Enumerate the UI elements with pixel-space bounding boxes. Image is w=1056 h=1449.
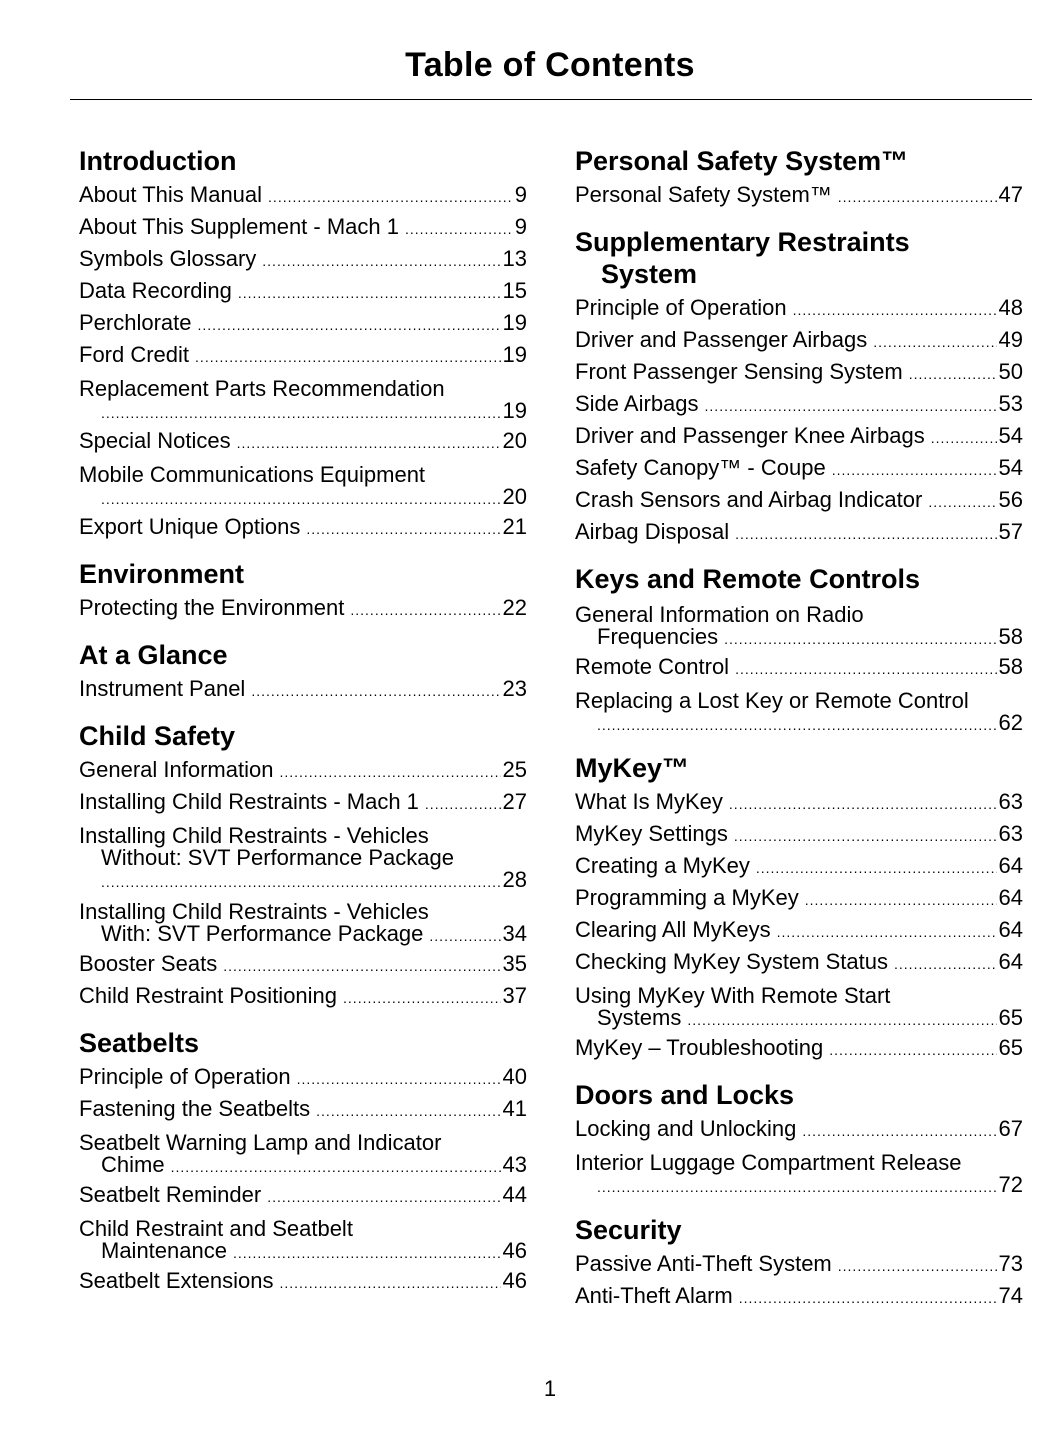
toc-entry-link[interactable] bbox=[575, 1114, 1023, 1146]
toc-entry-link[interactable] bbox=[79, 458, 527, 512]
toc-entry-page: 15 bbox=[502, 278, 527, 303]
toc-entry-leader-row bbox=[575, 626, 1023, 650]
toc-entry-leader-row bbox=[79, 1154, 527, 1178]
toc-entry-page: 64 bbox=[998, 853, 1023, 878]
toc-entry-link[interactable] bbox=[575, 293, 1023, 325]
section-heading bbox=[575, 752, 1023, 784]
toc-entry-page: 49 bbox=[998, 327, 1023, 352]
section-heading-text: At a Glance bbox=[79, 640, 228, 670]
toc-entry-page: 43 bbox=[502, 1152, 527, 1177]
dot-leader bbox=[195, 342, 500, 372]
toc-entry-page: 57 bbox=[998, 519, 1023, 544]
toc-entry-link[interactable] bbox=[79, 244, 527, 276]
toc-entry-page: 46 bbox=[502, 1238, 527, 1263]
section-heading-text: Doors and Locks bbox=[575, 1080, 795, 1110]
toc-entry-link[interactable] bbox=[575, 883, 1023, 915]
section-heading bbox=[79, 639, 527, 671]
toc-entry-label: Personal Safety System™ bbox=[575, 182, 832, 207]
section-heading bbox=[575, 226, 1023, 290]
toc-section bbox=[79, 1027, 527, 1298]
toc-entry-page: 40 bbox=[502, 1064, 527, 1089]
toc-entry-label: Special Notices bbox=[79, 428, 231, 453]
toc-entry-link[interactable] bbox=[575, 819, 1023, 851]
dot-leader bbox=[223, 951, 500, 981]
toc-entry-leader-row bbox=[79, 869, 527, 893]
toc-entry-link[interactable] bbox=[575, 1033, 1023, 1065]
toc-entry-page: 35 bbox=[502, 951, 527, 976]
toc-entry-label: Protecting the Environment bbox=[79, 595, 345, 620]
toc-entry-link[interactable] bbox=[79, 276, 527, 308]
toc-entry-label: Replacing a Lost Key or Remote Control bbox=[575, 688, 969, 713]
dot-leader bbox=[316, 1096, 500, 1126]
section-heading-text: Seatbelts bbox=[79, 1028, 200, 1058]
toc-entry-label: Creating a MyKey bbox=[575, 853, 750, 878]
toc-entry-page: 58 bbox=[998, 624, 1023, 649]
toc-entry-link[interactable] bbox=[575, 1281, 1023, 1313]
toc-entry-link[interactable] bbox=[575, 389, 1023, 421]
toc-entry-label: Installing Child Restraints - Vehicles bbox=[79, 823, 429, 848]
dot-leader bbox=[171, 1156, 501, 1178]
dot-leader bbox=[873, 327, 996, 357]
toc-entry-label: Booster Seats bbox=[79, 951, 218, 976]
toc-entry-link[interactable] bbox=[575, 598, 1023, 652]
toc-entry-page: 22 bbox=[502, 595, 527, 620]
toc-entry-page: 19 bbox=[502, 342, 527, 367]
toc-entry-label: Seatbelt Warning Lamp and Indicator bbox=[79, 1130, 442, 1155]
toc-entry-page: 28 bbox=[502, 867, 527, 892]
toc-entry-page: 64 bbox=[998, 949, 1023, 974]
dot-leader bbox=[101, 871, 501, 893]
toc-section bbox=[79, 145, 527, 544]
toc-entry-label: Child Restraint Positioning bbox=[79, 983, 338, 1008]
dot-leader bbox=[928, 487, 996, 517]
toc-entry-link[interactable] bbox=[575, 787, 1023, 819]
toc-entry-label: Principle of Operation bbox=[79, 1064, 291, 1089]
toc-entry-link[interactable] bbox=[79, 819, 527, 895]
dot-leader bbox=[237, 428, 501, 458]
section-heading-text: Personal Safety System™ bbox=[575, 146, 909, 176]
dot-leader bbox=[101, 488, 501, 510]
toc-entry-link[interactable] bbox=[79, 949, 527, 981]
toc-entry-link[interactable] bbox=[575, 180, 1023, 212]
toc-section bbox=[575, 1079, 1023, 1200]
toc-entry-page: 67 bbox=[998, 1116, 1023, 1141]
toc-entry-page: 19 bbox=[502, 310, 527, 335]
dot-leader bbox=[724, 628, 996, 650]
toc-entry-label: Programming a MyKey bbox=[575, 885, 799, 910]
toc-entry-label: MyKey – Troubleshooting bbox=[575, 1035, 824, 1060]
dot-leader bbox=[597, 714, 997, 736]
toc-entry-page: 48 bbox=[998, 295, 1023, 320]
dot-leader bbox=[909, 359, 997, 389]
toc-entry-leader-row bbox=[575, 1174, 1023, 1198]
toc-entry-label: Installing Child Restraints - Mach 1 bbox=[79, 789, 419, 814]
toc-entry-link[interactable] bbox=[575, 915, 1023, 947]
toc-entry-label: Installing Child Restraints - Vehicles bbox=[79, 899, 429, 924]
toc-entry-link[interactable] bbox=[79, 512, 527, 544]
toc-section bbox=[575, 563, 1023, 738]
dot-leader bbox=[251, 676, 500, 706]
dot-leader bbox=[802, 1116, 996, 1146]
toc-entry-label: MyKey Settings bbox=[575, 821, 728, 846]
dot-leader bbox=[832, 455, 997, 485]
toc-entry-link[interactable] bbox=[575, 1249, 1023, 1281]
dot-leader bbox=[198, 310, 501, 340]
section-heading bbox=[575, 563, 1023, 595]
toc-entry-link[interactable] bbox=[79, 372, 527, 426]
toc-entry-label: Child Restraint and Seatbelt bbox=[79, 1216, 353, 1241]
toc-entry-label: Clearing All MyKeys bbox=[575, 917, 771, 942]
toc-entry-label: Perchlorate bbox=[79, 310, 192, 335]
toc-section bbox=[575, 752, 1023, 1065]
toc-entry-label-continued: With: SVT Performance Package bbox=[101, 921, 424, 946]
toc-entry-page: 13 bbox=[502, 246, 527, 271]
toc-entry-page: 20 bbox=[502, 484, 527, 509]
toc-entry-page: 73 bbox=[998, 1251, 1023, 1276]
dot-leader bbox=[705, 391, 997, 421]
toc-entry-page: 20 bbox=[502, 428, 527, 453]
toc-entry-link[interactable] bbox=[79, 308, 527, 340]
toc-entry-label-continued: Without: SVT Performance Package bbox=[101, 845, 454, 870]
toc-entry-link[interactable] bbox=[79, 593, 527, 625]
dot-leader bbox=[894, 949, 997, 979]
toc-entry-page: 63 bbox=[998, 789, 1023, 814]
toc-entry-label: Anti-Theft Alarm bbox=[575, 1283, 733, 1308]
dot-leader bbox=[279, 1268, 500, 1298]
toc-entry-label: Passive Anti-Theft System bbox=[575, 1251, 832, 1276]
toc-entry-link[interactable] bbox=[79, 1266, 527, 1298]
toc-entry-page: 64 bbox=[998, 885, 1023, 910]
dot-leader bbox=[777, 917, 997, 947]
toc-entry-label: About This Supplement - Mach 1 bbox=[79, 214, 399, 239]
dot-leader bbox=[233, 1242, 501, 1264]
toc-entry-label-continued: Frequencies bbox=[597, 624, 719, 649]
toc-entry-page: 37 bbox=[502, 983, 527, 1008]
dot-leader bbox=[425, 789, 501, 819]
toc-entry-label: Locking and Unlocking bbox=[575, 1116, 797, 1141]
dot-leader bbox=[297, 1064, 501, 1094]
toc-entry-label: Seatbelt Reminder bbox=[79, 1182, 262, 1207]
dot-leader bbox=[267, 1182, 500, 1212]
toc-entry-label-continued: Maintenance bbox=[101, 1238, 227, 1263]
toc-entry-page: 62 bbox=[998, 710, 1023, 735]
toc-entry-link[interactable] bbox=[79, 981, 527, 1013]
toc-entry-page: 63 bbox=[998, 821, 1023, 846]
toc-entry-link[interactable] bbox=[575, 851, 1023, 883]
toc-entry-label: Remote Control bbox=[575, 654, 730, 679]
toc-entry-label: Mobile Communications Equipment bbox=[79, 462, 426, 487]
title-divider bbox=[70, 99, 1032, 100]
toc-entry-link[interactable] bbox=[79, 895, 527, 949]
toc-section bbox=[79, 558, 527, 625]
toc-entry-link[interactable] bbox=[79, 1126, 527, 1180]
toc-entry-page: 64 bbox=[998, 917, 1023, 942]
toc-entry-label: General Information bbox=[79, 757, 274, 782]
toc-entry-page: 41 bbox=[502, 1096, 527, 1121]
section-heading bbox=[575, 1214, 1023, 1246]
dot-leader bbox=[735, 519, 996, 549]
dot-leader bbox=[279, 757, 500, 787]
toc-entry-link[interactable] bbox=[79, 755, 527, 787]
section-heading-text: Supplementary Restraints bbox=[575, 227, 910, 257]
toc-entry-page: 19 bbox=[502, 398, 527, 423]
toc-entry-label: Safety Canopy™ - Coupe bbox=[575, 455, 826, 480]
toc-entry-label: Airbag Disposal bbox=[575, 519, 730, 544]
toc-entry-label: Export Unique Options bbox=[79, 514, 301, 539]
toc-entry-page: 9 bbox=[514, 182, 527, 207]
toc-section bbox=[79, 720, 527, 1013]
toc-entry-page: 58 bbox=[998, 654, 1023, 679]
toc-entry-page: 9 bbox=[514, 214, 527, 239]
toc-entry-page: 46 bbox=[502, 1268, 527, 1293]
page-number: 1 bbox=[543, 1376, 557, 1401]
toc-entry-label-continued: Systems bbox=[597, 1005, 682, 1030]
toc-entry-page: 34 bbox=[502, 921, 527, 946]
toc-entry-label: Interior Luggage Compartment Release bbox=[575, 1150, 962, 1175]
toc-entry-label: Seatbelt Extensions bbox=[79, 1268, 274, 1293]
dot-leader bbox=[838, 182, 997, 212]
toc-entry-label: Front Passenger Sensing System bbox=[575, 359, 903, 384]
toc-entry-link[interactable] bbox=[575, 453, 1023, 485]
section-heading bbox=[79, 1027, 527, 1059]
toc-entry-label: Driver and Passenger Airbags bbox=[575, 327, 868, 352]
dot-leader bbox=[729, 789, 997, 819]
toc-entry-leader-row bbox=[575, 712, 1023, 736]
toc-entry-label: Instrument Panel bbox=[79, 676, 246, 701]
toc-entry-link[interactable] bbox=[79, 787, 527, 819]
dot-leader bbox=[101, 402, 501, 424]
toc-entry-link[interactable] bbox=[79, 674, 527, 706]
toc-section bbox=[575, 226, 1023, 549]
toc-entry-label-continued: Chime bbox=[101, 1152, 165, 1177]
dot-leader bbox=[739, 1283, 997, 1313]
section-heading bbox=[79, 145, 527, 177]
dot-leader bbox=[597, 1176, 997, 1198]
toc-entry-link[interactable] bbox=[575, 517, 1023, 549]
dot-leader bbox=[735, 654, 996, 684]
toc-entry-page: 23 bbox=[502, 676, 527, 701]
toc-entry-link[interactable] bbox=[575, 485, 1023, 517]
dot-leader bbox=[838, 1251, 997, 1281]
dot-leader bbox=[405, 214, 513, 244]
dot-leader bbox=[793, 295, 997, 325]
section-heading-text: MyKey™ bbox=[575, 753, 690, 783]
toc-entry-label: Replacement Parts Recommendation bbox=[79, 376, 445, 401]
toc-entry-label: Principle of Operation bbox=[575, 295, 787, 320]
toc-entry-page: 21 bbox=[502, 514, 527, 539]
toc-entry-label: What Is MyKey bbox=[575, 789, 723, 814]
toc-section bbox=[575, 1214, 1023, 1313]
page-title: Table of Contents bbox=[405, 46, 695, 84]
toc-entry-label: General Information on Radio bbox=[575, 602, 864, 627]
dot-leader bbox=[238, 278, 501, 308]
dot-leader bbox=[350, 595, 500, 625]
toc-entry-leader-row bbox=[575, 1007, 1023, 1031]
toc-entry-page: 50 bbox=[998, 359, 1023, 384]
toc-entry-leader-row bbox=[79, 923, 527, 947]
toc-entry-label: Fastening the Seatbelts bbox=[79, 1096, 311, 1121]
toc-entry-page: 54 bbox=[998, 455, 1023, 480]
toc-entry-link[interactable] bbox=[79, 426, 527, 458]
toc-entry-link[interactable] bbox=[79, 1062, 527, 1094]
toc-entry-link[interactable] bbox=[575, 357, 1023, 389]
toc-entry-link[interactable] bbox=[575, 325, 1023, 357]
toc-entry-link[interactable] bbox=[575, 979, 1023, 1033]
section-heading bbox=[79, 558, 527, 590]
toc-entry-label: Driver and Passenger Knee Airbags bbox=[575, 423, 925, 448]
toc-entry-page: 25 bbox=[502, 757, 527, 782]
dot-leader bbox=[931, 423, 997, 453]
toc-entry-link[interactable] bbox=[79, 1180, 527, 1212]
dot-leader bbox=[262, 246, 500, 276]
dot-leader bbox=[734, 821, 997, 851]
toc-entry-label: About This Manual bbox=[79, 182, 263, 207]
toc-entry-leader-row bbox=[79, 400, 527, 424]
toc-entry-link[interactable] bbox=[575, 652, 1023, 684]
dot-leader bbox=[756, 853, 997, 883]
dot-leader bbox=[306, 514, 500, 544]
dot-leader bbox=[805, 885, 997, 915]
toc-entry-link[interactable] bbox=[79, 1212, 527, 1266]
dot-leader bbox=[268, 182, 513, 212]
section-heading-text: Keys and Remote Controls bbox=[575, 564, 921, 594]
dot-leader bbox=[429, 925, 500, 947]
toc-entry-label: Symbols Glossary bbox=[79, 246, 257, 271]
toc-entry-link[interactable] bbox=[79, 180, 527, 212]
toc-left-column bbox=[79, 145, 527, 1312]
dot-leader bbox=[829, 1035, 996, 1065]
toc-entry-link[interactable] bbox=[575, 684, 1023, 738]
toc-entry-page: 72 bbox=[998, 1172, 1023, 1197]
toc-entry-page: 74 bbox=[998, 1283, 1023, 1308]
toc-entry-page: 56 bbox=[998, 487, 1023, 512]
toc-entry-leader-row bbox=[79, 486, 527, 510]
toc-entry-page: 47 bbox=[998, 182, 1023, 207]
toc-right-column bbox=[575, 145, 1023, 1327]
toc-entry-link[interactable] bbox=[79, 1094, 527, 1126]
toc-entry-label: Ford Credit bbox=[79, 342, 190, 367]
toc-entry-link[interactable] bbox=[79, 212, 527, 244]
toc-entry-page: 65 bbox=[998, 1005, 1023, 1030]
toc-entry-link[interactable] bbox=[575, 421, 1023, 453]
dot-leader bbox=[343, 983, 500, 1013]
toc-section bbox=[79, 639, 527, 706]
toc-entry-link[interactable] bbox=[79, 340, 527, 372]
toc-entry-link[interactable] bbox=[575, 947, 1023, 979]
section-heading bbox=[79, 720, 527, 752]
section-heading bbox=[575, 1079, 1023, 1111]
toc-entry-page: 27 bbox=[502, 789, 527, 814]
toc-entry-link[interactable] bbox=[575, 1146, 1023, 1200]
toc-entry-label: Crash Sensors and Airbag Indicator bbox=[575, 487, 923, 512]
section-heading-text: Environment bbox=[79, 559, 245, 589]
section-heading-text: Child Safety bbox=[79, 721, 236, 751]
toc-entry-page: 65 bbox=[998, 1035, 1023, 1060]
toc-section bbox=[575, 145, 1023, 212]
toc-entry-page: 44 bbox=[502, 1182, 527, 1207]
toc-entry-label: Side Airbags bbox=[575, 391, 699, 416]
toc-entry-label: Data Recording bbox=[79, 278, 232, 303]
section-heading-text: Security bbox=[575, 1215, 682, 1245]
section-heading bbox=[575, 145, 1023, 177]
toc-entry-page: 54 bbox=[998, 423, 1023, 448]
toc-entry-leader-row bbox=[79, 1240, 527, 1264]
section-heading-text: Introduction bbox=[79, 146, 237, 176]
toc-entry-label: Using MyKey With Remote Start bbox=[575, 983, 891, 1008]
toc-entry-page: 53 bbox=[998, 391, 1023, 416]
dot-leader bbox=[687, 1009, 996, 1031]
toc-entry-label: Checking MyKey System Status bbox=[575, 949, 889, 974]
section-heading-subtitle: System bbox=[601, 259, 698, 289]
